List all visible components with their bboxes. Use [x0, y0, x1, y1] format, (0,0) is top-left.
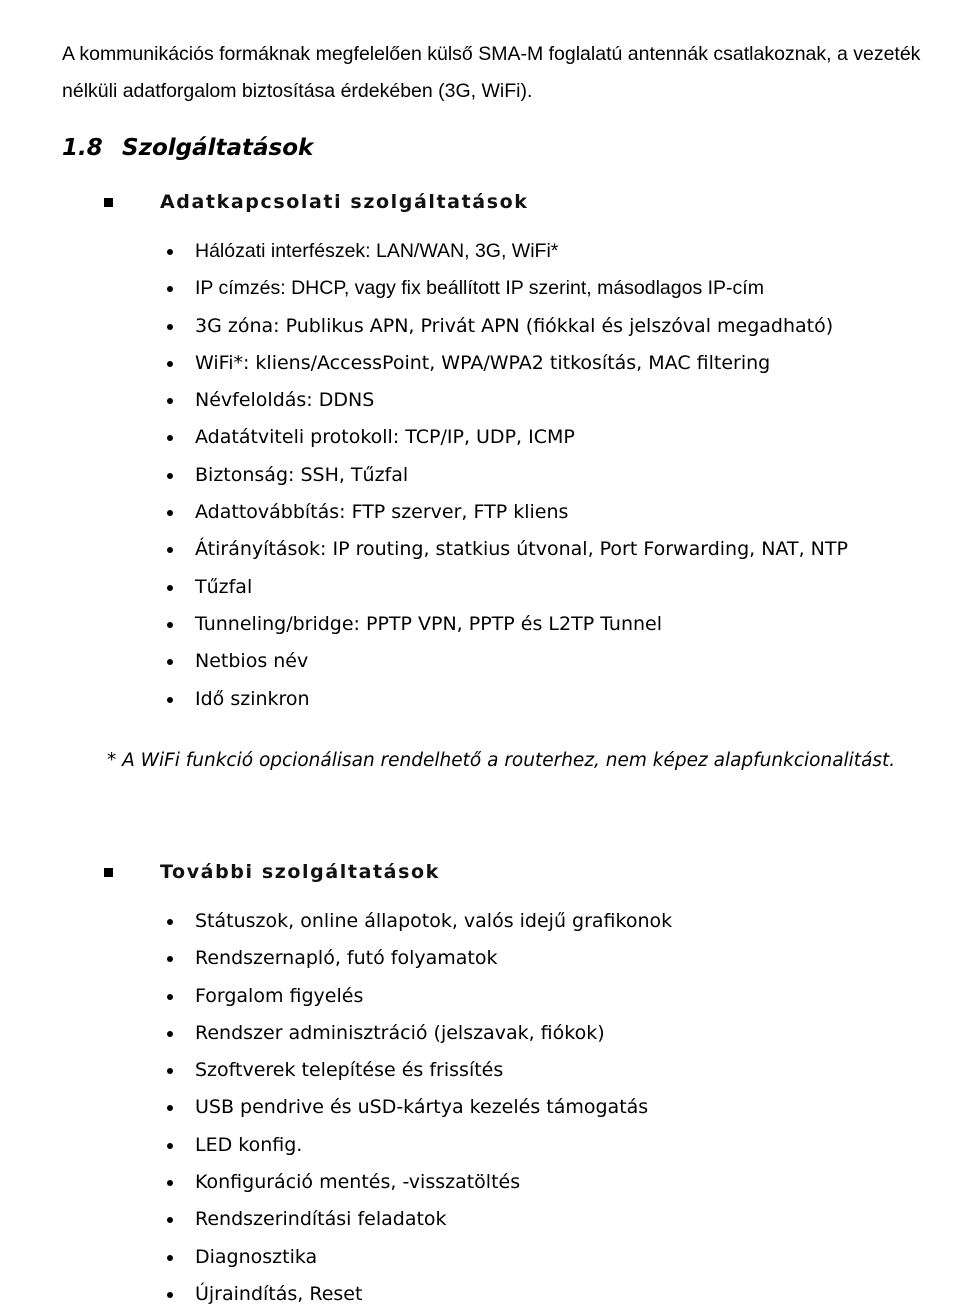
bullet-dot-icon — [167, 547, 173, 553]
list-item-text: 3G zóna: Publikus APN, Privát APN (fiókkal és jelszóval megadható) — [195, 314, 834, 337]
list-item-text: Rendszernapló, futó folyamatok — [195, 947, 498, 970]
bullet-dot-icon — [167, 510, 173, 516]
list-item-text: USB pendrive és uSD-kártya kezelés támogatás — [195, 1096, 649, 1119]
bullet-dot-icon — [167, 1292, 173, 1298]
chapter-heading — [62, 128, 313, 168]
bullet-dot-icon — [167, 1105, 173, 1111]
list-item — [0, 1127, 672, 1164]
list-item — [0, 345, 848, 382]
bullet-dot-icon — [167, 919, 173, 925]
bullet-dot-icon — [167, 1031, 173, 1037]
list-item — [0, 1276, 672, 1313]
list-item — [0, 978, 672, 1015]
list-item — [0, 1015, 672, 1052]
list-item-text: Rendszer adminisztráció (jelszavak, fiókok) — [195, 1021, 605, 1044]
list-item — [0, 233, 848, 270]
square-bullet-icon — [104, 868, 113, 877]
list-item — [0, 606, 848, 643]
bullet-dot-icon — [167, 1180, 173, 1186]
bullet-dot-icon — [167, 1068, 173, 1074]
list-item — [0, 1164, 672, 1201]
list-item — [0, 1052, 672, 1089]
list-item — [0, 494, 848, 531]
bullet-dot-icon — [167, 659, 173, 665]
list-item — [0, 270, 848, 307]
bullet-dot-icon — [167, 324, 173, 330]
list-item-text: Hálózati interfészek: LAN/WAN, 3G, WiFi* — [195, 240, 559, 262]
list-item-text: Idő szinkron — [195, 687, 310, 710]
list-item — [0, 1239, 672, 1276]
list-item-text: Netbios név — [195, 650, 309, 673]
section-heading-further-services — [104, 858, 440, 886]
list-item-text: WiFi*: kliens/AccessPoint, WPA/WPA2 titkosítás, MAC filtering — [195, 351, 771, 374]
bullet-dot-icon — [167, 473, 173, 479]
list-item — [0, 643, 848, 680]
list-item — [0, 382, 848, 419]
square-bullet-icon — [104, 198, 113, 207]
bullet-dot-icon — [167, 994, 173, 1000]
section-title: Adatkapcsolati szolgáltatások — [160, 191, 529, 213]
chapter-title: Szolgáltatások — [122, 135, 314, 161]
list-item — [0, 419, 848, 456]
bullet-dot-icon — [167, 956, 173, 962]
list-item-text: Tunneling/bridge: PPTP VPN, PPTP és L2TP Tunnel — [195, 612, 663, 635]
bullet-dot-icon — [167, 1143, 173, 1149]
list-item-text: Konfiguráció mentés, -visszatöltés — [195, 1171, 521, 1194]
bullet-dot-icon — [167, 1217, 173, 1223]
list-item-text: LED konfig. — [195, 1133, 303, 1156]
list-item — [0, 531, 848, 568]
list-item-text: Adattovábbítás: FTP szerver, FTP kliens — [195, 501, 569, 524]
list-item-text: Átirányítások: IP routing, statkius útvonal, Port Forwarding, NAT, NTP — [195, 538, 848, 561]
list-item-text: Tűzfal — [195, 575, 253, 598]
list-item-text: Névfeloldás: DDNS — [195, 389, 375, 412]
list-item — [0, 457, 848, 494]
bullet-dot-icon — [167, 361, 173, 367]
list-item — [0, 308, 848, 345]
intro-line-1: A kommunikációs formáknak megfelelően külső SMA-M foglalatú antennák csatlakoznak, a vezeték — [62, 43, 921, 65]
section-heading-data-services — [104, 188, 529, 216]
list-item-text: Diagnosztika — [195, 1245, 318, 1268]
wifi-footnote: * A WiFi funkció opcionálisan rendelhető a routerhez, nem képez alapfunkcionalitást. — [107, 750, 896, 771]
list-item — [0, 1089, 672, 1126]
intro-paragraph — [62, 36, 952, 110]
bullet-dot-icon — [167, 585, 173, 591]
section-title: További szolgáltatások — [160, 861, 440, 883]
chapter-number: 1.8 — [62, 135, 103, 161]
data-services-list — [0, 233, 848, 718]
bullet-dot-icon — [167, 435, 173, 441]
list-item-text: Forgalom figyelés — [195, 984, 364, 1007]
intro-line-2: nélküli adatforgalom biztosítása érdekében (3G, WiFi). — [62, 80, 533, 102]
list-item — [0, 903, 672, 940]
bullet-dot-icon — [167, 1255, 173, 1261]
list-item — [0, 681, 848, 718]
bullet-dot-icon — [167, 697, 173, 703]
list-item-text: Biztonság: SSH, Tűzfal — [195, 463, 409, 486]
list-item-text: IP címzés: DHCP, vagy fix beállított IP szerint, másodlagos IP-cím — [195, 277, 764, 300]
bullet-dot-icon — [167, 249, 173, 255]
bullet-dot-icon — [167, 286, 173, 292]
list-item-text: Újraindítás, Reset — [195, 1282, 363, 1305]
list-item-text: Státuszok, online állapotok, valós idejű grafikonok — [195, 910, 673, 932]
bullet-dot-icon — [167, 622, 173, 628]
list-item — [0, 1201, 672, 1238]
list-item-text: Adatátviteli protokoll: TCP/IP, UDP, ICMP — [195, 426, 575, 449]
list-item-text: Szoftverek telepítése és frissítés — [195, 1059, 504, 1082]
further-services-list — [0, 903, 672, 1313]
list-item — [0, 569, 848, 606]
list-item-text: Rendszerindítási feladatok — [195, 1208, 447, 1231]
list-item — [0, 940, 672, 977]
bullet-dot-icon — [167, 398, 173, 404]
